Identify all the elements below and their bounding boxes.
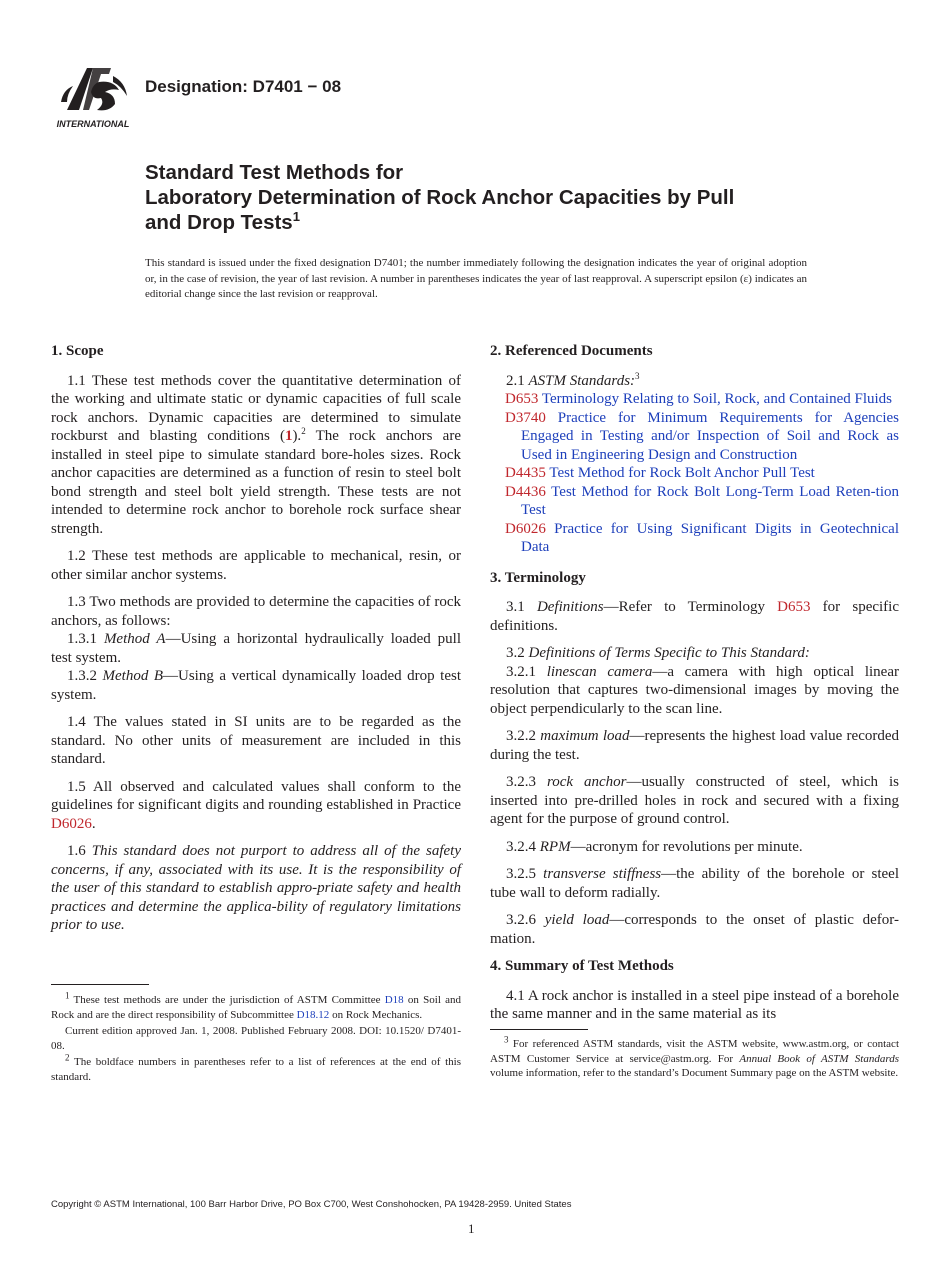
title-line-2: Laboratory Determination of Rock Anchor Capacities by Pull — [145, 186, 735, 209]
title-footnote-mark: 1 — [292, 209, 300, 225]
copyright-footer: Copyright © ASTM International, 100 Barr Harbor Drive, PO Box C700, West Conshohocken, PA 19428-2959. United States — [51, 1199, 572, 1210]
terminology-heading: 3. Terminology — [490, 569, 586, 586]
definition-item: 3.2.2 maximum load—represents the highest load value recorded during the test. — [490, 728, 900, 763]
paragraph-4-1: 4.1 A rock anchor is installed in a steel pipe instead of a borehole the same manner and in the same material as its — [490, 987, 899, 1022]
paragraph-3-2: 3.2 Definitions of Terms Specific to This Standard: — [506, 645, 810, 661]
footnotes-right — [490, 1034, 899, 1083]
title-line-1: Standard Test Methods for — [145, 161, 404, 184]
paragraph-1-3-1: 1.3.1 Method A—Using a horizontal hydraulically loaded pull test system. — [51, 631, 462, 666]
document-title — [145, 160, 845, 235]
definition-item: 3.2.3 rock anchor—usually constructed of steel, which is inserted into pre-drilled holes in rock and secured with a fixing agent for the purpose of ground control. — [490, 774, 900, 827]
issuance-notice: This standard is issued under the fixed designation D7401; the number immediately following the designation indicates the year of original adoption or, in the case of revision, the year of last revision. A number in parentheses indicates the year of last reapproval. A superscript epsilon (ε) indicates an editorial change since the last revision or reapproval. — [145, 257, 807, 300]
paragraph-1-6: 1.6 This standard does not purport to address all of the safety concerns, if any, associated with its use. It is the responsibility of the user of this standard to establish appro-priate safety and health practices and determine the applica-bility of regulatory limitations prior to use. — [51, 843, 462, 933]
definition-item: 3.2.1 linescan camera—a camera with high optical linear resolution that captures two-dimensional images by moving the object perpendicularly to the scan line. — [490, 663, 899, 717]
left-column — [51, 342, 461, 944]
summary-heading: 4. Summary of Test Methods — [490, 958, 674, 974]
reference-item[interactable]: D6026 Practice for Using Significant Digits in Geotechnical Data — [505, 520, 900, 555]
link-d18-12[interactable]: D18.12 — [296, 1008, 330, 1021]
paragraph-1-3-2: 1.3.2 Method B—Using a vertical dynamically loaded drop test system. — [51, 668, 462, 703]
paragraph-1-1: 1.1 These test methods cover the quantitative determination of the working and ultimate static or dynamic capacities of full scale rock anchors. Dynamic capacities are determined to simulate rockburst and blasting conditions (1).$^2$ The rock anchors are installed in steel pipe to simulate standard bore-holes sizes. Rock anchor capacities are determined as a function of resin to steel bolt bond strength and steel bolt yield strength. These tests are not intended to determine rock anchor to borehole rock surface shear strength. — [51, 372, 461, 537]
right-column — [490, 342, 899, 1033]
footnote-edition: Current edition approved Jan. 1, 2008. Published February 2008. DOI: 10.1520/ D7401-08. — [51, 1025, 461, 1052]
reference-item[interactable]: D4436 Test Method for Rock Bolt Long-Term Load Reten-tion Test — [505, 483, 899, 518]
scope-heading: 1. Scope — [51, 343, 104, 359]
logo-subtext: INTERNATIONAL — [56, 119, 130, 129]
astm-logo — [53, 60, 135, 132]
link-d18[interactable]: D18 — [384, 994, 404, 1006]
definition-item: 3.2.4 RPM—acronym for revolutions per minute. — [506, 838, 803, 855]
paragraph-1-4: 1.4 The values stated in SI units are to be regarded as the standard. No other units of measurement are included in this standard. — [51, 714, 461, 767]
paragraph-1-3: 1.3 Two methods are provided to determine the capacities of rock anchors, as follows: — [51, 594, 461, 629]
link-d6026[interactable]: D6026 — [51, 815, 92, 832]
paragraph-3-1: 3.1 Definitions—Refer to Terminology D653 for specific definitions. — [490, 599, 900, 634]
footnote-rule-right — [490, 1029, 588, 1030]
link-d653[interactable]: D653 — [777, 599, 811, 615]
reference-item[interactable]: D653 Terminology Relating to Soil, Rock, and Contained Fluids — [505, 391, 893, 407]
paragraph-2-1: 2.1 ASTM Standards:$^3$ — [506, 370, 640, 389]
title-line-3: and Drop Tests — [145, 211, 293, 234]
paragraph-1-5: 1.5 All observed and calculated values shall conform to the guidelines for significant digits and rounding established in Practice D6026. — [51, 778, 461, 832]
definition-item: 3.2.5 transverse stiffness—the ability of the borehole or steel tube wall to deform radially. — [490, 866, 899, 901]
footnote-1: $^1$ These test methods are under the jurisdiction of ASTM Committee D18 on Soil and Rock and are the direct responsibility of Subcommittee D18.12 on Rock Mechanics. — [51, 990, 461, 1021]
footnotes-left — [51, 990, 461, 1086]
paragraph-1-2: 1.2 These test methods are applicable to mechanical, resin, or other similar anchor systems. — [51, 548, 461, 583]
referenced-documents-heading: 2. Referenced Documents — [490, 343, 653, 359]
reference-item[interactable]: D4435 Test Method for Rock Bolt Anchor Pull Test — [505, 465, 815, 481]
reference-list — [490, 390, 899, 557]
footnote-3: $^3$ For referenced ASTM standards, visit the ASTM website, www.astm.org, or contact ASTM Customer Service at service@astm.org. For Annual Book of ASTM Standards volume information, refer to the standard’s Document Summary page on the ASTM website. — [490, 1034, 899, 1079]
footnote-2: $^2$ The boldface numbers in parentheses refer to a list of references at the end of this standard. — [51, 1052, 461, 1083]
reference-item[interactable]: D3740 Practice for Minimum Requirements for Agencies Engaged in Testing and/or Inspection of Soil and Rock as Used in Engineering Design and Construction — [505, 409, 900, 463]
definition-item: 3.2.6 yield load—corresponds to the onset of plastic defor-mation. — [490, 912, 899, 947]
reference-link-1[interactable]: 1 — [284, 428, 293, 444]
footnote-rule-left — [51, 984, 149, 985]
page-number: 1 — [468, 1221, 475, 1236]
designation: Designation: D7401 − 08 — [145, 77, 342, 96]
